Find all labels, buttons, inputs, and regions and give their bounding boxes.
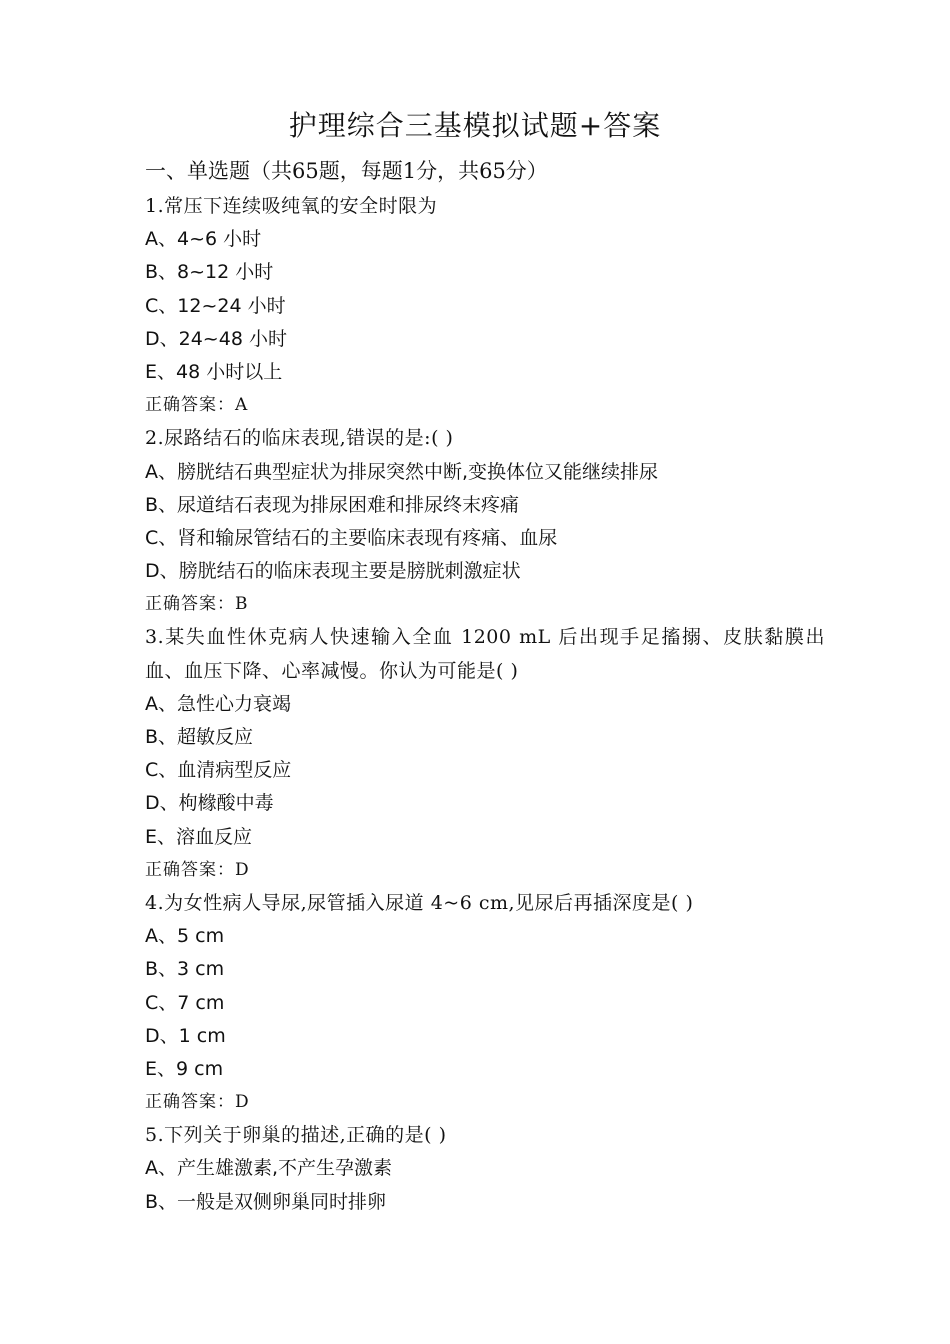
option-b: B、超敏反应: [145, 726, 254, 749]
question-stem: 2.尿路结石的临床表现,错误的是:( ): [145, 427, 454, 450]
option-b: B、尿道结石表现为排尿困难和排尿终末疼痛: [145, 493, 520, 516]
option-a: A、5 cm: [145, 925, 225, 948]
option-d: D、膀胱结石的临床表现主要是膀胱刺激症状: [145, 560, 521, 583]
question-stem: 1.常压下连续吸纯氧的安全时限为: [145, 195, 438, 217]
section-heading: 一、单选题（共65题，每题1分，共65分）: [145, 159, 548, 183]
option-c: C、12~24 小时: [145, 294, 286, 317]
option-e: E、9 cm: [145, 1057, 224, 1080]
option-c: C、7 cm: [145, 991, 225, 1014]
option-a: A、产生雄激素,不产生孕激素: [145, 1157, 393, 1180]
option-d: D、枸橼酸中毒: [145, 792, 274, 815]
document-title: 护理综合三基模拟试题+答案: [288, 109, 662, 142]
correct-answer: 正确答案：D: [145, 859, 250, 880]
question-stem: 5.下列关于卵巢的描述,正确的是( ): [145, 1124, 447, 1147]
option-b: B、8~12 小时: [145, 261, 274, 284]
question-stem: 3.某失血性休克病人快速输入全血 1200 mL 后出现手足搐搦、皮肤黏膜出血、血压下降、心率减慢。你认为可能是( ): [145, 626, 825, 682]
correct-answer: 正确答案：B: [145, 594, 249, 615]
correct-answer: 正确答案：A: [145, 395, 249, 416]
option-b: B、3 cm: [145, 958, 225, 981]
option-a: A、急性心力衰竭: [145, 692, 291, 715]
question-list: [145, 152, 825, 1219]
question-stem: 4.为女性病人导尿,尿管插入尿道 4~6 cm,见尿后再插深度是( ): [145, 891, 694, 914]
option-d: D、1 cm: [145, 1024, 226, 1047]
option-a: A、4~6 小时: [145, 228, 262, 251]
option-e: E、溶血反应: [145, 825, 253, 848]
option-d: D、24~48 小时: [145, 327, 287, 350]
option-c: C、肾和输尿管结石的主要临床表现有疼痛、血尿: [145, 526, 558, 549]
option-c: C、血清病型反应: [145, 759, 292, 782]
option-e: E、48 小时以上: [145, 360, 283, 383]
correct-answer: 正确答案：D: [145, 1092, 250, 1113]
option-a: A、膀胱结石典型症状为排尿突然中断,变换体位又能继续排尿: [145, 460, 659, 483]
option-b: B、一般是双侧卵巢同时排卵: [145, 1190, 387, 1213]
